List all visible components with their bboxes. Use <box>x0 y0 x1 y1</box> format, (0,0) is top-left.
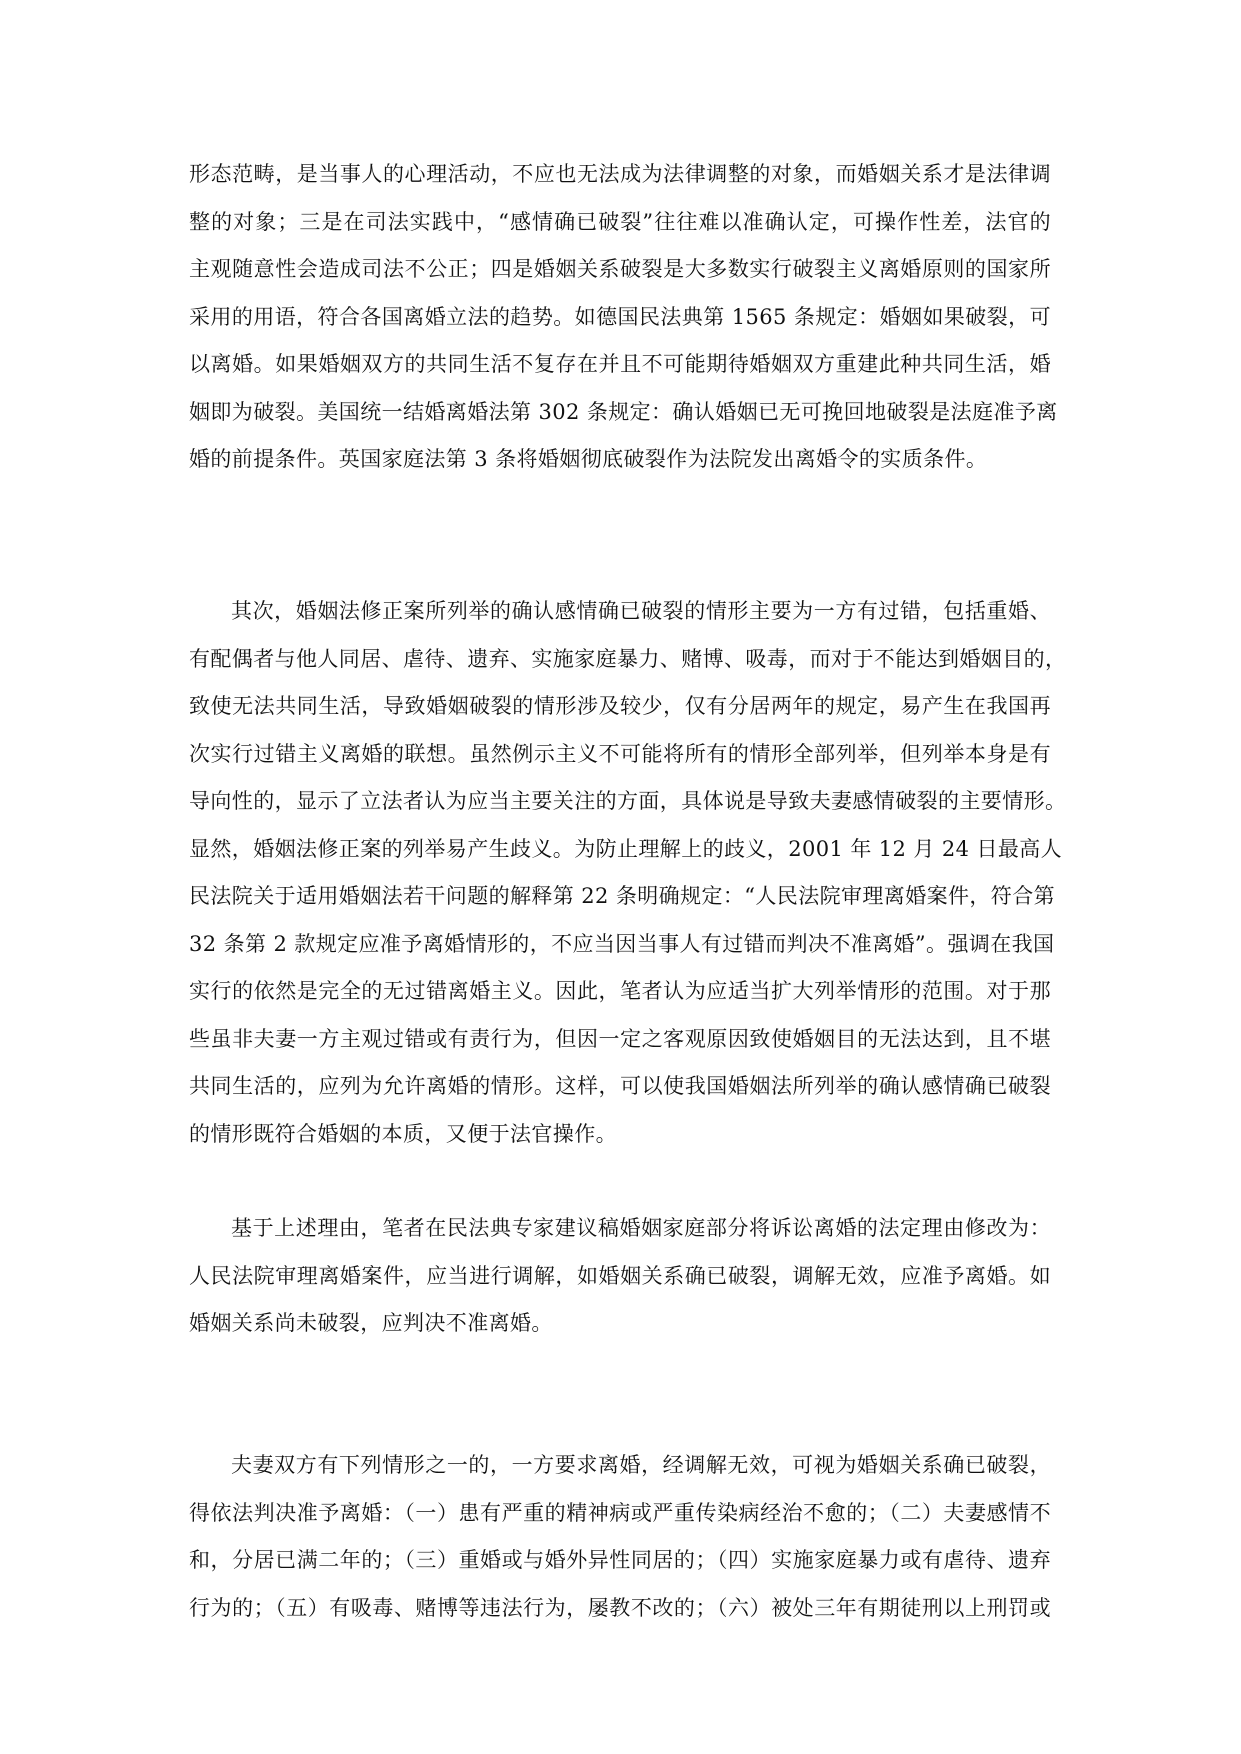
paragraph-line: 整的对象；三是在司法实践中，“感情确已破裂”往往难以准确认定，可操作性差，法官的 <box>189 209 1051 234</box>
paragraph-3 <box>189 1205 1051 1348</box>
paragraph-line: 行为的；（五）有吸毒、赌博等违法行为，屡教不改的；（六）被处三年有期徒刑以上刑罚或 <box>189 1595 1051 1620</box>
paragraph-line: 致使无法共同生活，导致婚姻破裂的情形涉及较少，仅有分居两年的规定，易产生在我国再 <box>189 694 1051 718</box>
paragraph-line: 民法院关于适用婚姻法若干问题的解释第 22 条明确规定：“人民法院审理离婚案件，符合第 <box>189 884 1056 908</box>
paragraph-line: 导向性的，显示了立法者认为应当主要关注的方面，具体说是导致夫妻感情破裂的主要情形。 <box>189 789 1067 813</box>
paragraph-line: 主观随意性会造成司法不公正；四是婚姻关系破裂是大多数实行破裂主义离婚原则的国家所 <box>189 257 1051 281</box>
paragraph-line: 采用的用语，符合各国离婚立法的趋势。如德国民法典第 1565 条规定：婚姻如果破裂，可 <box>189 304 1051 329</box>
paragraph-line: 其次，婚姻法修正案所列举的确认感情确已破裂的情形主要为一方有过错，包括重婚、 <box>231 599 1051 623</box>
paragraph-line: 的情形既符合婚姻的本质，又便于法官操作。 <box>189 1121 617 1146</box>
paragraph-line: 婚的前提条件。英国家庭法第 3 条将婚姻彻底破裂作为法院发出离婚令的实质条件。 <box>189 447 988 471</box>
paragraph-line: 和，分居已满二年的；（三）重婚或与婚外异性同居的；（四）实施家庭暴力或有虐待、遗弃 <box>189 1548 1051 1572</box>
paragraph-line: 有配偶者与他人同居、虐待、遗弃、实施家庭暴力、赌博、吸毒，而对于不能达到婚姻目的， <box>189 646 1067 671</box>
paragraph-line: 次实行过错主义离婚的联想。虽然例示主义不可能将所有的情形全部列举，但列举本身是有 <box>189 741 1051 766</box>
paragraph-line: 以离婚。如果婚姻双方的共同生活不复存在并且不可能期待婚姻双方重建此种共同生活，婚 <box>189 352 1051 376</box>
paragraph-2 <box>189 588 1067 1158</box>
paragraph-line: 姻即为破裂。美国统一结婚离婚法第 302 条规定：确认婚姻已无可挽回地破裂是法庭准予离 <box>189 399 1058 424</box>
paragraph-line: 夫妻双方有下列情形之一的，一方要求离婚，经调解无效，可视为婚姻关系确已破裂， <box>231 1453 1051 1477</box>
paragraph-line: 些虽非夫妻一方主观过错或有责行为，但因一定之客观原因致使婚姻目的无法达到，且不堪 <box>189 1026 1051 1051</box>
paragraph-line: 共同生活的，应列为允许离婚的情形。这样，可以使我国婚姻法所列举的确认感情确已破裂 <box>189 1074 1051 1098</box>
paragraph-line: 形态范畴，是当事人的心理活动，不应也无法成为法律调整的对象，而婚姻关系才是法律调 <box>189 162 1051 186</box>
paragraph-line: 实行的依然是完全的无过错离婚主义。因此，笔者认为应适当扩大列举情形的范围。对于那 <box>189 979 1051 1003</box>
paragraph-line: 显然，婚姻法修正案的列举易产生歧义。为防止理解上的歧义，2001 年 12 月 24 日最高人 <box>189 836 1063 861</box>
paragraph-line: 基于上述理由，笔者在民法典专家建议稿婚姻家庭部分将诉讼离婚的法定理由修改为： <box>231 1216 1051 1240</box>
paragraph-4 <box>189 1442 1051 1632</box>
paragraph-line: 人民法院审理离婚案件，应当进行调解，如婚姻关系确已破裂，调解无效，应准予离婚。如 <box>189 1263 1051 1288</box>
paragraph-line: 得依法判决准予离婚：（一）患有严重的精神病或严重传染病经治不愈的；（二）夫妻感情不 <box>189 1500 1051 1525</box>
paragraph-line: 32 条第 2 款规定应准予离婚情形的，不应当因当事人有过错而判决不准离婚”。强调在我国 <box>189 931 1055 956</box>
paragraph-1 <box>189 151 1058 484</box>
paragraph-line: 婚姻关系尚未破裂，应判决不准离婚。 <box>189 1311 553 1335</box>
